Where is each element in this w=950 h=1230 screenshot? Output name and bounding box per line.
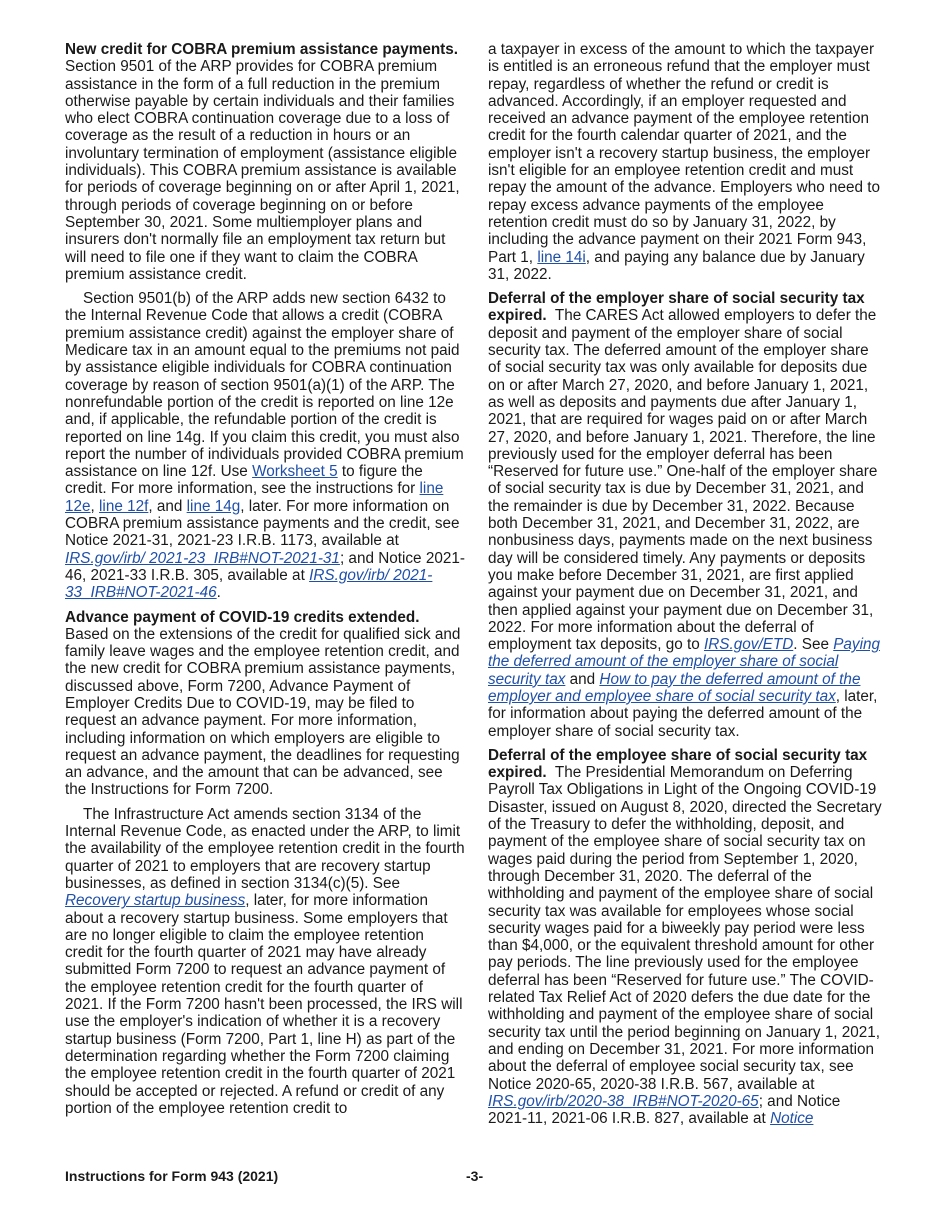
right-column — [488, 41, 883, 1134]
advance-payment-heading: Advance payment of COVID-19 credits extended. — [65, 608, 420, 626]
left-column — [65, 41, 465, 1124]
line-14g-link[interactable]: line 14g — [186, 497, 241, 515]
line-14i-link[interactable]: line 14i — [537, 248, 586, 266]
employer-deferral-heading: Deferral of the employer share of social security tax expired. — [488, 290, 865, 325]
cobra-paragraph: New credit for COBRA premium assistance payments. Section 9501 of the ARP provides for COBRA premium assistance in the form of a full reduction in the premium otherwise payable by certain individuals and their families who elect COBRA continuation coverage due to a loss of coverage as the result of a reduction in hours or an involuntary termination of employment (assistance eligible individuals). This COBRA premium assistance is available for periods of coverage beginning on or after April 1, 2021, through periods of coverage beginning on or before September 30, 2021. Some multiemployer plans and insurers don't normally file an employment tax return but will need to file one if they want to claim the COBRA premium assistance credit. — [65, 41, 460, 283]
employer-deferral-paragraph: Deferral of the employer share of social security tax expired. The CARES Act allowed employers to defer the deposit and payment of the employer share of social security tax. The deferred amount of the employer share of social security tax was only available for deposits due on or after March 27, 2020, and before January 1, 2021, as well as deposits and payments due after January 1, 2021, that are required for wages paid on or after March 27, 2020, and before January 1, 2021. Therefore, the line previously used for the employer deferral has been “Reserved for future use.” One-half of the employer share of social security tax is due by December 31, 2021, and the remainder is due by December 31, 2022. Because both December 31, 2021, and December 31, 2022, are nonbusiness days, payments made on the next business day will be considered timely. Any payments or deposits you make before December 31, 2021, are first applied against your payment due on December 31, 2021, and then applied against your payment due on December 31, 2022. For more information about the deferral of employment tax deposits, go to IRS.gov/ETD. See Paying the deferred amount of the employer share of social security tax and How to pay the deferred amount of the employer and employee share of social security tax, later, for information about paying the deferred amount of the employer share of social security tax. — [488, 290, 880, 740]
recovery-startup-link[interactable]: Recovery startup business — [65, 892, 246, 910]
employee-deferral-paragraph: Deferral of the employee share of social security tax expired. The Presidential Memorandum on Deferring Payroll Tax Obligations in Light of the Ongoing COVID-19 Disaster, issued on August 8, 2020, directed the Secretary of the Treasury to defer the withholding, deposit, and payment of the employee share of social security tax on wages paid during the period from September 1, 2020, through December 31, 2020. The deferral of the withholding and payment of the employee share of social security tax was available for employees whose social security wages paid for a biweekly pay period were less than $4,000, or the equivalent threshold amount for other pay periods. The line previously used for the employee deferral has been “Reserved for future use.” The COVID-related Tax Relief Act of 2020 defers the due date for the withholding and payment of the employee share of social security tax until the period beginning on January 1, 2021, and ending on December 31, 2021. For more information about the deferral of employee social security tax, see Notice 2020-65, 2020-38 I.R.B. 567, available at IRS.gov/irb/2020-38_IRB#NOT-2020-65; and Notice 2021-11, 2021-06 I.R.B. 827, available at Notice — [488, 746, 882, 1128]
employee-deferral-heading: Deferral of the employee share of social security tax expired. — [488, 746, 868, 782]
notice-link[interactable]: Notice — [770, 1110, 814, 1128]
paying-deferred-link[interactable]: Paying the deferred amount of the employer share of social security tax — [488, 636, 880, 688]
cobra-heading: New credit for COBRA premium assistance payments. — [65, 41, 459, 58]
line-12e-link[interactable]: line 12e — [65, 480, 444, 515]
irs-etd-link[interactable]: IRS.gov/ETD — [703, 636, 794, 654]
footer-form-title: Instructions for Form 943 (2021) — [65, 1168, 279, 1184]
irb-2021-33-link[interactable]: IRS.gov/irb/ 2021-33_IRB#NOT-2021-46 — [65, 566, 433, 602]
line-12f-link[interactable]: line 12f — [99, 497, 149, 515]
section-9501b-paragraph: Section 9501(b) of the ARP adds new section 6432 to the Internal Revenue Code that allows a credit (COBRA premium assistance credit) against the employer share of Medicare tax in an amount equal to the premiums not paid by assistance eligible individuals for COBRA continuation coverage by reason of section 9501(a)(1) of the ARP. The nonrefundable portion of the credit is reported on line 12e and, if applicable, the refundable portion of the credit is reported on line 14g. If you claim this credit, you must also report the number of individuals provided COBRA premium assistance on line 12f. Use Worksheet 5 to figure the credit. For more information, see the instructions for line 12e, line 12f, and line 14g, later. For more information on COBRA premium assistance payments and the credit, see Notice 2021-31, 2021-23 I.R.B. 1173, available at IRS.gov/irb/ 2021-23_IRB#NOT-2021-31; and Notice 2021-46, 2021-33 I.R.B. 305, available at IRS.gov/irb/ 2021-33_IRB#NOT-2021-46. — [65, 290, 465, 602]
infrastructure-act-paragraph: The Infrastructure Act amends section 3134 of the Internal Revenue Code, as enacted under the ARP, to limit the availability of the employee retention credit in the fourth quarter of 2021 to employers that are recovery startup businesses, as defined in section 3134(c)(5). See Recovery startup business, later, for more information about a recovery startup business. Some employers that are no longer eligible to claim the employee retention credit for the fourth quarter of 2021 may have already submitted Form 7200 to request an advance payment of the employee retention credit for the fourth quarter of 2021. If the Form 7200 hasn't been processed, the IRS will use the employer's indication of whether it is a recovery startup business (Form 7200, Part 1, line H) as part of the determination regarding whether the Form 7200 claiming the employee retention credit in the fourth quarter of 2021 should be accepted or rejected. A refund or credit of any portion of the employee retention credit to — [65, 805, 465, 1117]
footer-page-number: -3- — [466, 1168, 484, 1184]
irb-2021-23-link[interactable]: IRS.gov/irb/ 2021-23_IRB#NOT-2021-31 — [65, 549, 340, 567]
advance-payment-paragraph: Advance payment of COVID-19 credits extended. Based on the extensions of the credit for qualified sick and family leave wages and the employee retention credit, and the new credit for COBRA premium assistance payments, discussed above, Form 7200, Advance Payment of Employer Credits Due to COVID-19, may be filed to request an advance payment. For more information, including information on which employers are eligible to request an advance payment, the deadlines for requesting an advance, and the amount that can be advanced, see the Instructions for Form 7200. — [65, 608, 461, 799]
erroneous-refund-paragraph: a taxpayer in excess of the amount to which the taxpayer is entitled is an erroneous refund that the employer must repay, regardless of whether the refund or credit is advanced. Accordingly, if an employer requested and received an advance payment of the employee retention credit for the fourth calendar quarter of 2021, and the employer isn't a recovery startup business, the employer isn't eligible for an employee retention credit and must repay the amount of the advance. Employers who need to repay excess advance payments of the employee retention credit must do so by January 31, 2022, by including the advance payment on their 2021 Form 943, Part 1, line 14i, and paying any balance due by January 31, 2022. — [488, 41, 881, 283]
how-to-pay-link[interactable]: How to pay the deferred amount of the employer and employee share of social security tax — [488, 670, 861, 705]
worksheet-5-link[interactable]: Worksheet 5 — [252, 463, 338, 481]
irb-2020-38-link[interactable]: IRS.gov/irb/2020-38_IRB#NOT-2020-65 — [488, 1092, 759, 1110]
